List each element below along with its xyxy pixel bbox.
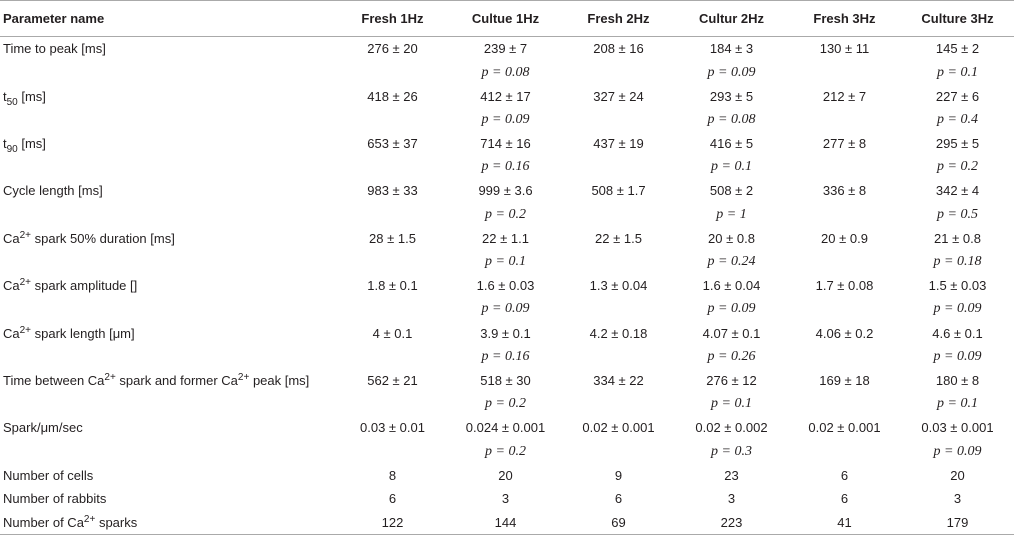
parameter-name-text: spark 50% duration [ms] bbox=[31, 230, 175, 246]
value-cell: 983 ± 33 bbox=[367, 183, 418, 199]
p-value-cell: p = 0.2 bbox=[485, 396, 526, 412]
value-cell: 508 ± 1.7 bbox=[591, 183, 646, 199]
empty-cell bbox=[336, 392, 449, 416]
header-parameter-name: Parameter name bbox=[0, 1, 336, 37]
value-cell: 418 ± 26 bbox=[367, 88, 418, 104]
empty-cell bbox=[0, 155, 336, 179]
p-value-row bbox=[0, 345, 1014, 369]
p-value-cell: p = 1 bbox=[716, 206, 747, 222]
value-cell: 4 ± 0.1 bbox=[372, 325, 413, 341]
parameter-name-text: peak [ms] bbox=[249, 372, 310, 388]
value-cell: 437 ± 19 bbox=[593, 136, 644, 152]
p-value-row bbox=[0, 108, 1014, 132]
parameter-name-cell bbox=[0, 463, 336, 487]
p-value-cell: p = 0.08 bbox=[707, 111, 756, 127]
value-cell: 180 ± 8 bbox=[935, 372, 980, 388]
empty-cell bbox=[0, 108, 336, 132]
p-value-cell: p = 0.26 bbox=[707, 348, 756, 364]
value-cell: 20 ± 0.8 bbox=[708, 230, 755, 246]
p-value-cell: p = 0.09 bbox=[707, 64, 756, 80]
parameter-name-text: spark and former Ca bbox=[115, 372, 238, 388]
table-row bbox=[0, 274, 1014, 298]
value-cell: 653 ± 37 bbox=[367, 136, 418, 152]
value-cell: 4.2 ± 0.18 bbox=[589, 325, 648, 341]
value-cell: 20 bbox=[498, 467, 513, 483]
value-cell: 1.3 ± 0.04 bbox=[589, 278, 648, 294]
value-cell: 518 ± 30 bbox=[480, 372, 531, 388]
p-value-cell: p = 0.2 bbox=[485, 206, 526, 222]
p-value-cell: p = 0.1 bbox=[485, 254, 526, 270]
empty-cell bbox=[788, 392, 901, 416]
empty-cell bbox=[788, 108, 901, 132]
value-cell: 23 bbox=[724, 467, 739, 483]
table-row bbox=[0, 487, 1014, 511]
p-value-cell: p = 0.1 bbox=[711, 159, 752, 175]
p-value-cell: p = 0.2 bbox=[937, 159, 978, 175]
parameter-name-cell bbox=[0, 132, 336, 156]
value-cell: 130 ± 11 bbox=[819, 41, 870, 57]
empty-cell bbox=[0, 440, 336, 464]
empty-cell bbox=[0, 345, 336, 369]
empty-cell bbox=[336, 298, 449, 322]
value-cell: 412 ± 17 bbox=[480, 88, 531, 104]
empty-cell bbox=[788, 298, 901, 322]
parameter-name-text: t bbox=[3, 88, 7, 104]
value-cell: 3 bbox=[953, 491, 962, 507]
parameter-name-text: spark length [μm] bbox=[31, 325, 135, 341]
parameter-name-cell bbox=[0, 84, 336, 108]
parameter-name-text: t bbox=[3, 136, 7, 152]
value-cell: 122 bbox=[336, 511, 449, 535]
p-value-cell: p = 0.3 bbox=[711, 443, 752, 459]
empty-cell bbox=[562, 155, 675, 179]
value-cell: 4.06 ± 0.2 bbox=[815, 325, 874, 341]
p-value-cell: p = 0.1 bbox=[711, 396, 752, 412]
value-cell: 212 ± 7 bbox=[822, 88, 867, 104]
parameter-name-cell bbox=[0, 416, 336, 440]
parameter-name-text: Number of cells bbox=[3, 467, 94, 483]
parameter-name-cell bbox=[0, 227, 336, 251]
value-cell: 336 ± 8 bbox=[822, 183, 867, 199]
value-cell: 69 bbox=[562, 511, 675, 535]
value-cell: 3 bbox=[501, 491, 510, 507]
value-cell: 184 ± 3 bbox=[709, 41, 754, 57]
header-col-cultue-1hz: Cultue 1Hz bbox=[449, 1, 562, 37]
table-row bbox=[0, 132, 1014, 156]
value-cell: 508 ± 2 bbox=[709, 183, 754, 199]
empty-cell bbox=[336, 155, 449, 179]
empty-cell bbox=[788, 155, 901, 179]
value-cell: 145 ± 2 bbox=[935, 41, 980, 57]
p-value-cell: p = 0.09 bbox=[933, 301, 982, 317]
empty-cell bbox=[788, 203, 901, 227]
empty-cell bbox=[0, 392, 336, 416]
empty-cell bbox=[788, 61, 901, 85]
value-cell: 28 ± 1.5 bbox=[369, 230, 416, 246]
p-value-cell: p = 0.4 bbox=[937, 111, 978, 127]
value-cell: 3.9 ± 0.1 bbox=[480, 325, 531, 341]
empty-cell bbox=[788, 250, 901, 274]
p-value-cell: p = 0.08 bbox=[481, 64, 530, 80]
value-cell: 1.6 ± 0.03 bbox=[476, 278, 535, 294]
empty-cell bbox=[336, 440, 449, 464]
parameter-name-cell bbox=[0, 369, 336, 393]
p-value-cell: p = 0.16 bbox=[481, 159, 530, 175]
p-value-row bbox=[0, 298, 1014, 322]
empty-cell bbox=[562, 345, 675, 369]
value-cell: 6 bbox=[840, 491, 849, 507]
parameter-name-text: spark amplitude [] bbox=[31, 278, 138, 294]
p-value-cell: p = 0.16 bbox=[481, 348, 530, 364]
superscript-text: 2+ bbox=[19, 324, 32, 336]
table-row bbox=[0, 369, 1014, 393]
table-body bbox=[0, 37, 1014, 535]
value-cell: 239 ± 7 bbox=[483, 41, 528, 57]
value-cell: 342 ± 4 bbox=[935, 183, 980, 199]
parameter-name-cell bbox=[0, 274, 336, 298]
empty-cell bbox=[336, 345, 449, 369]
empty-cell bbox=[336, 61, 449, 85]
value-cell: 276 ± 20 bbox=[367, 41, 418, 57]
value-cell: 4.6 ± 0.1 bbox=[932, 325, 983, 341]
p-value-row bbox=[0, 61, 1014, 85]
value-cell: 0.03 ± 0.01 bbox=[360, 420, 425, 436]
empty-cell bbox=[788, 440, 901, 464]
p-value-row bbox=[0, 392, 1014, 416]
parameter-name-text: Number of Ca bbox=[3, 515, 84, 531]
header-col-cultur-2hz: Cultur 2Hz bbox=[675, 1, 788, 37]
parameter-name-cell bbox=[0, 511, 336, 535]
superscript-text: 2+ bbox=[19, 229, 32, 241]
superscript-text: 2+ bbox=[237, 371, 250, 383]
superscript-text: 2+ bbox=[83, 514, 96, 526]
header-col-culture-3hz: Culture 3Hz bbox=[901, 1, 1014, 37]
p-value-cell: p = 0.1 bbox=[937, 64, 978, 80]
value-cell: 6 bbox=[388, 491, 397, 507]
empty-cell bbox=[336, 203, 449, 227]
p-value-cell: p = 0.24 bbox=[707, 254, 756, 270]
value-cell: 20 bbox=[950, 467, 965, 483]
p-value-row bbox=[0, 155, 1014, 179]
parameter-name-cell bbox=[0, 37, 336, 61]
value-cell: 277 ± 8 bbox=[822, 136, 867, 152]
parameter-name-text: [ms] bbox=[17, 88, 46, 104]
table-row bbox=[0, 227, 1014, 251]
superscript-text: 2+ bbox=[19, 277, 32, 289]
value-cell: 169 ± 18 bbox=[819, 372, 870, 388]
header-col-fresh-2hz: Fresh 2Hz bbox=[562, 1, 675, 37]
p-value-row bbox=[0, 203, 1014, 227]
header-col-fresh-1hz: Fresh 1Hz bbox=[336, 1, 449, 37]
empty-cell bbox=[562, 108, 675, 132]
value-cell: 0.024 ± 0.001 bbox=[465, 420, 546, 436]
p-value-cell: p = 0.1 bbox=[937, 396, 978, 412]
value-cell: 208 ± 16 bbox=[593, 41, 644, 57]
table-row bbox=[0, 37, 1014, 61]
value-cell: 334 ± 22 bbox=[593, 372, 644, 388]
subscript-text: 90 bbox=[6, 144, 18, 156]
value-cell: 327 ± 24 bbox=[593, 88, 644, 104]
header-row bbox=[0, 1, 1014, 37]
p-value-cell: p = 0.09 bbox=[933, 348, 982, 364]
empty-cell bbox=[562, 392, 675, 416]
value-cell: 0.03 ± 0.001 bbox=[921, 420, 994, 436]
value-cell: 144 bbox=[449, 511, 562, 535]
empty-cell bbox=[562, 298, 675, 322]
superscript-text: 2+ bbox=[104, 371, 116, 383]
value-cell: 9 bbox=[614, 467, 623, 483]
parameter-name-text: Spark/μm/sec bbox=[3, 420, 83, 436]
value-cell: 276 ± 12 bbox=[706, 372, 757, 388]
p-value-cell: p = 0.18 bbox=[933, 254, 982, 270]
value-cell: 562 ± 21 bbox=[367, 372, 418, 388]
empty-cell bbox=[788, 345, 901, 369]
parameter-name-text: [ms] bbox=[17, 136, 46, 152]
p-value-row bbox=[0, 440, 1014, 464]
value-cell: 22 ± 1.5 bbox=[595, 230, 642, 246]
value-cell: 6 bbox=[840, 467, 849, 483]
parameter-name-text: Time between Ca bbox=[3, 372, 105, 388]
table-row bbox=[0, 511, 1014, 535]
parameter-name-cell bbox=[0, 487, 336, 511]
value-cell: 0.02 ± 0.001 bbox=[582, 420, 655, 436]
empty-cell bbox=[562, 250, 675, 274]
value-cell: 293 ± 5 bbox=[709, 88, 754, 104]
value-cell: 20 ± 0.9 bbox=[821, 230, 868, 246]
empty-cell bbox=[336, 250, 449, 274]
p-value-cell: p = 0.09 bbox=[481, 111, 530, 127]
parameter-name-cell bbox=[0, 179, 336, 203]
p-value-cell: p = 0.09 bbox=[707, 301, 756, 317]
parameter-name-text: sparks bbox=[95, 515, 138, 531]
p-value-cell: p = 0.09 bbox=[481, 301, 530, 317]
value-cell: 416 ± 5 bbox=[709, 136, 754, 152]
value-cell: 41 bbox=[788, 511, 901, 535]
value-cell: 227 ± 6 bbox=[935, 88, 980, 104]
header-col-fresh-3hz: Fresh 3Hz bbox=[788, 1, 901, 37]
subscript-text: 50 bbox=[6, 96, 18, 108]
value-cell: 4.07 ± 0.1 bbox=[702, 325, 761, 341]
parameter-name-text: Cycle length [ms] bbox=[3, 183, 103, 199]
value-cell: 1.8 ± 0.1 bbox=[367, 278, 418, 294]
value-cell: 21 ± 0.8 bbox=[934, 230, 981, 246]
value-cell: 999 ± 3.6 bbox=[478, 183, 533, 199]
parameter-name-cell bbox=[0, 321, 336, 345]
value-cell: 179 bbox=[901, 511, 1014, 535]
empty-cell bbox=[0, 61, 336, 85]
p-value-cell: p = 0.09 bbox=[933, 443, 982, 459]
value-cell: 0.02 ± 0.001 bbox=[808, 420, 881, 436]
value-cell: 1.7 ± 0.08 bbox=[815, 278, 874, 294]
parameter-name-text: Ca bbox=[3, 230, 20, 246]
table-row bbox=[0, 416, 1014, 440]
empty-cell bbox=[336, 108, 449, 132]
table-row bbox=[0, 463, 1014, 487]
value-cell: 223 bbox=[675, 511, 788, 535]
value-cell: 6 bbox=[614, 491, 623, 507]
table-row bbox=[0, 84, 1014, 108]
value-cell: 22 ± 1.1 bbox=[482, 230, 529, 246]
parameter-name-text: Number of rabbits bbox=[3, 491, 107, 507]
p-value-row bbox=[0, 250, 1014, 274]
p-value-cell: p = 0.5 bbox=[937, 206, 978, 222]
value-cell: 714 ± 16 bbox=[480, 136, 531, 152]
empty-cell bbox=[0, 298, 336, 322]
parameter-name-text: Time to peak [ms] bbox=[3, 41, 106, 57]
p-value-cell: p = 0.2 bbox=[485, 443, 526, 459]
table-row bbox=[0, 321, 1014, 345]
value-cell: 295 ± 5 bbox=[935, 136, 980, 152]
empty-cell bbox=[562, 440, 675, 464]
empty-cell bbox=[562, 203, 675, 227]
empty-cell bbox=[0, 250, 336, 274]
parameter-name-text: Ca bbox=[3, 325, 20, 341]
empty-cell bbox=[562, 61, 675, 85]
value-cell: 0.02 ± 0.002 bbox=[695, 420, 768, 436]
value-cell: 3 bbox=[727, 491, 736, 507]
table-row bbox=[0, 179, 1014, 203]
empty-cell bbox=[0, 203, 336, 227]
value-cell: 1.5 ± 0.03 bbox=[928, 278, 987, 294]
value-cell: 1.6 ± 0.04 bbox=[702, 278, 761, 294]
value-cell: 8 bbox=[388, 467, 397, 483]
parameter-name-text: Ca bbox=[3, 278, 20, 294]
